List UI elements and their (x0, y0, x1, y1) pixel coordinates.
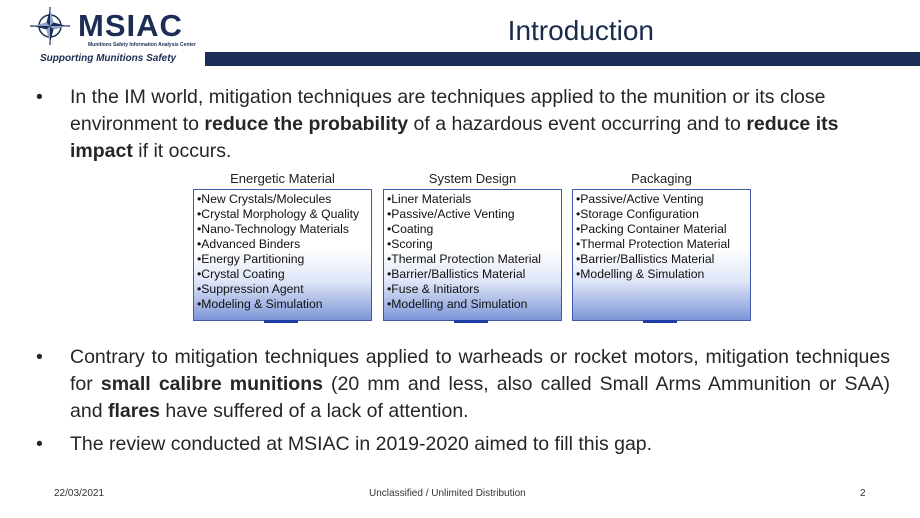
list-item: • Energy Partitioning (197, 252, 368, 267)
category-list (387, 192, 558, 312)
page-number: 2 (860, 488, 866, 499)
box-accent (264, 320, 298, 323)
category-box (572, 189, 751, 321)
category-energetic-material (193, 171, 372, 321)
category-system-design (383, 171, 562, 321)
compass-star-icon (30, 7, 70, 45)
list-item: • Passive/Active Venting (576, 192, 747, 207)
footer-classification: Unclassified / Unlimited Distribution (369, 488, 526, 499)
list-item: • Crystal Morphology & Quality (197, 207, 368, 222)
box-accent (643, 320, 677, 323)
logo-subtitle: Munitions Safety Information Analysis Center (88, 42, 196, 48)
category-heading: Packaging (631, 171, 692, 186)
list-item: • Scoring (387, 237, 558, 252)
category-list (576, 192, 747, 282)
list-item: • Modelling & Simulation (576, 267, 747, 282)
bullet-intro: • In the IM world, mitigation techniques are techniques applied to the munition or its close environment to reduce the probability of a hazardous event occurring and to reduce its impact if it occurs. (34, 84, 890, 165)
list-item: • New Crystals/Molecules (197, 192, 368, 207)
category-list (197, 192, 368, 312)
list-item: • Suppression Agent (197, 282, 368, 297)
msiac-logo (30, 6, 220, 50)
list-item: • Thermal Protection Material (387, 252, 558, 267)
list-item: • Barrier/Ballistics Material (387, 267, 558, 282)
category-box (383, 189, 562, 321)
list-item: • Nano-Technology Materials (197, 222, 368, 237)
list-item: • Passive/Active Venting (387, 207, 558, 222)
list-item: • Advanced Binders (197, 237, 368, 252)
lower-bullet-list (34, 344, 890, 458)
category-heading: System Design (428, 171, 517, 186)
category-packaging (572, 171, 751, 321)
intro-bullet-list (34, 84, 890, 165)
list-item: • Crystal Coating (197, 267, 368, 282)
bullet-small-calibre: • Contrary to mitigation techniques applied to warheads or rocket motors, mitigation techniques for small calibre munitions (20 mm and less, also called Small Arms Ammunition or SAA) and flares have suffered of a lack of attention. (34, 344, 890, 425)
list-item: • Barrier/Ballistics Material (576, 252, 747, 267)
list-item: • Thermal Protection Material (576, 237, 747, 252)
bullet-review: • The review conducted at MSIAC in 2019-2020 aimed to fill this gap. (34, 431, 890, 458)
category-heading: Energetic Material (230, 171, 335, 186)
mitigation-categories (193, 171, 753, 326)
list-item: • Liner Materials (387, 192, 558, 207)
footer-date: 22/03/2021 (54, 488, 105, 499)
box-accent (454, 320, 488, 323)
slide-title: Introduction (507, 15, 654, 46)
tagline (0, 52, 205, 66)
list-item: • Packing Container Material (576, 222, 747, 237)
list-item: • Storage Configuration (576, 207, 747, 222)
list-item: • Modeling & Simulation (197, 297, 368, 312)
tagline-text: Supporting Munitions Safety (40, 53, 177, 64)
logo-wordmark: MSIAC (78, 8, 183, 43)
list-item: • Coating (387, 222, 558, 237)
list-item: • Fuse & Initiators (387, 282, 558, 297)
list-item: • Modelling and Simulation (387, 297, 558, 312)
category-box (193, 189, 372, 321)
